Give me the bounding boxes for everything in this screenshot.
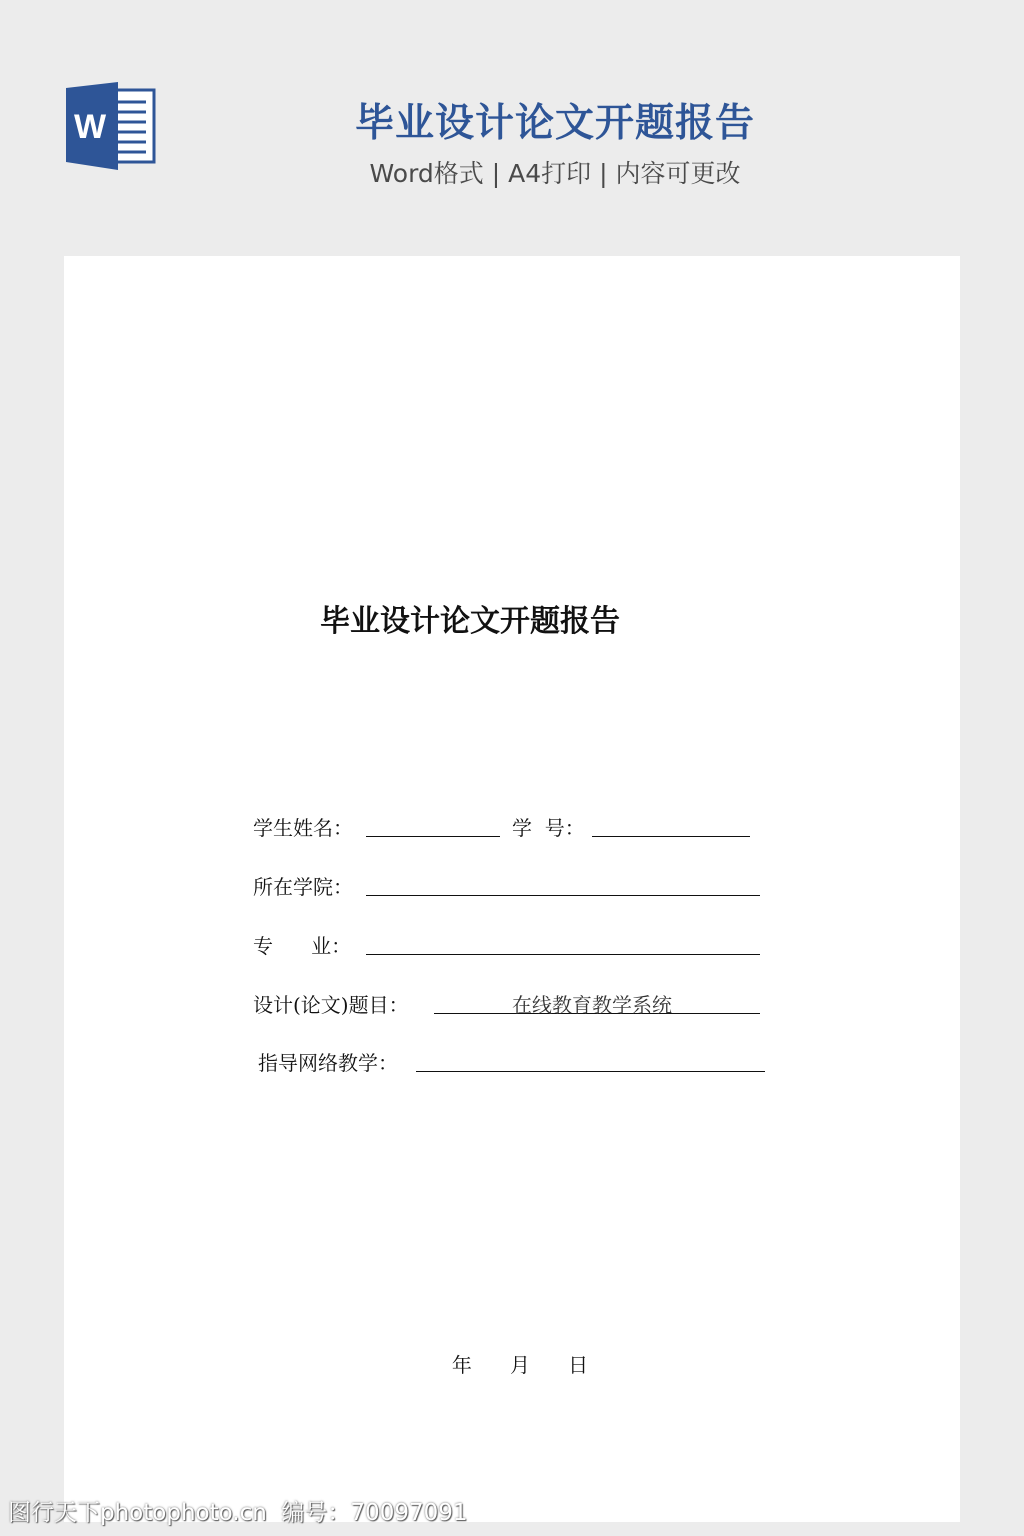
word-document-icon — [64, 82, 156, 170]
date-line: 年 月 日 — [451, 1353, 589, 1377]
document-page — [64, 256, 960, 1522]
banner-title: 毕业设计论文开题报告 — [354, 101, 755, 146]
banner-subtitle: Word格式 | A4打印 | 内容可更改 — [369, 159, 741, 188]
word-icon-letter: W — [73, 108, 107, 146]
major-blank[interactable] — [366, 954, 760, 955]
topic-value: 在线教育教学系统 — [512, 993, 672, 1017]
student-id-label: 学 号： — [512, 816, 585, 840]
advisor-label: 指导网络教学： — [258, 1051, 398, 1075]
student-name-label: 学生姓名： — [253, 816, 353, 840]
major-label: 专 业： — [253, 934, 352, 958]
college-blank[interactable] — [366, 895, 760, 896]
advisor-blank[interactable] — [416, 1071, 765, 1072]
watermark: 图行天下photophoto.cn 编号：70097091 — [8, 1500, 468, 1526]
topic-label: 设计(论文)题目： — [253, 993, 409, 1017]
college-label: 所在学院： — [253, 875, 353, 899]
student-id-blank[interactable] — [592, 836, 750, 837]
document-title: 毕业设计论文开题报告 — [320, 604, 620, 639]
student-name-blank[interactable] — [366, 836, 500, 837]
